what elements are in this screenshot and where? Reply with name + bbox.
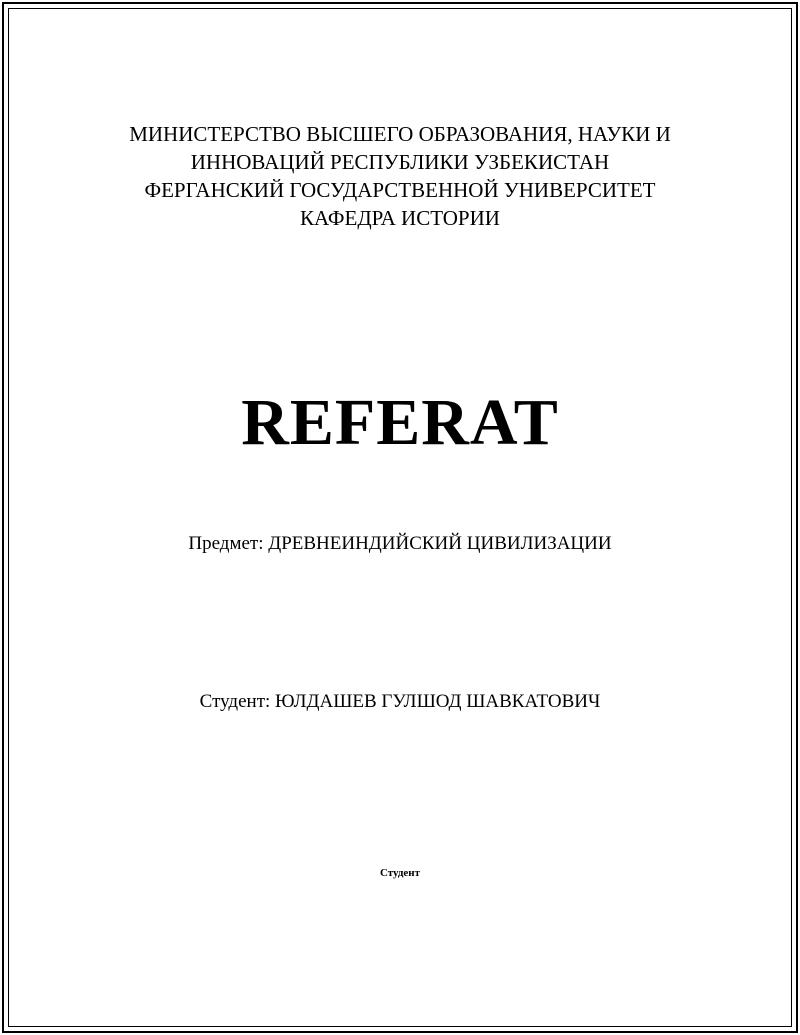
student-label: Студент: [199,691,271,712]
footer-student-label: Студент [379,867,421,879]
header-line-ministry: МИНИСТЕРСТВО ВЫСШЕГО ОБРАЗОВАНИЯ, НАУКИ И [129,122,671,146]
student-line [0,690,800,714]
header-line-country: ИННОВАЦИЙ РЕСПУБЛИКИ УЗБЕКИСТАН [190,150,610,174]
institution-header [0,120,800,232]
header-line-department: КАФЕДРА ИСТОРИИ [300,206,500,230]
document-title: REFERAT [241,386,559,459]
subject-label: Предмет: [188,533,264,554]
subject-line [0,532,800,556]
subject-value: ДРЕВНЕИНДИЙСКИЙ ЦИВИЛИЗАЦИИ [268,533,612,554]
header-line-university: ФЕРГАНСКИЙ ГОСУДАРСТВЕННОЙ УНИВЕРСИТЕТ [144,178,656,202]
student-value: ЮЛДАШЕВ ГУЛШОД ШАВКАТОВИЧ [275,691,601,712]
